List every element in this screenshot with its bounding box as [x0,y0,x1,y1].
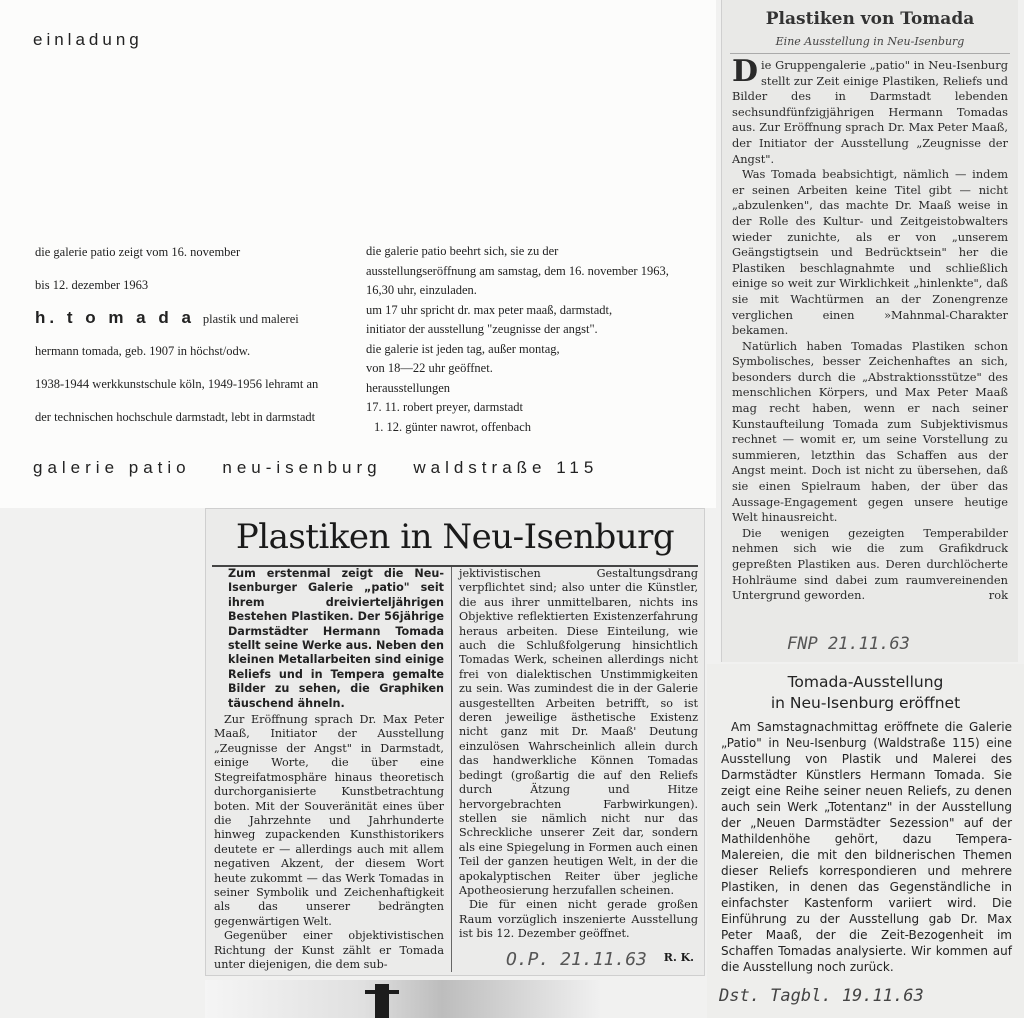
invitation-artist-line [35,308,365,341]
invitation-line: hermann tomada, geb. 1907 in höchst/odw. [35,344,251,358]
clipping-subheadline: Eine Ausstellung in Neu-Isenburg [730,35,1010,54]
invitation-title: einladung [33,30,143,49]
clipping-right-column [452,567,698,972]
invitation-line: bis 12. dezember 1963 [35,278,149,292]
handwritten-source-note: O.P. 21.11.63 [506,949,647,970]
clipping-paragraph [732,526,1008,604]
clipping-paragraph: Was Tomada beabsichtigt, nämlich — indem er seinen Arbeiten keine Titel gibt — nicht „abzulenken", das machte Dr. Maaß weise in der Rolle des Kultur- und Zeitgeistobwalters wieder zunichte, als er von „unserem Geängstigtsein und Bedrücktsein" her die Plastiken beschlagnahmte und schließlich einige so weit zur Wirklichkeit „hinlenkte", daß sie mit Wachtürmen an der Zonengrenze verglichen einen »Mahnmal-Charakter bekamen. [732,167,1008,338]
invitation-line: ausstellungseröffnung am samstag, dem 16. november 1963, [366,263,669,278]
clipping-left-column [214,567,452,972]
invitation-line: die galerie ist jeden tag, außer montag, [366,341,560,356]
sculpture-shape [365,990,399,994]
clipping-paragraph [732,54,1008,167]
newspaper-clipping-op [205,508,705,976]
invitation-line: die galerie patio beehrt sich, sie zu der [366,244,559,258]
invitation-line: um 17 uhr spricht dr. max peter maaß, darmstadt, [366,302,613,317]
clipping-author: R. K. [663,951,694,964]
invitation-line: 1. 12. günter nawrot, offenbach [374,419,532,434]
clipping-paragraph: Am Samstagnachmittag eröffnete die Galerie „Patio" in Neu-Isenburg (Waldstraße 115) eine Ausstellung von Plastik und Malerei des Darmstädter Künstlers Hermann Tomada. Sie zeigt eine Reihe seiner neuen Reliefs, zu denen auch sein Werk „Totentanz" in der Ausstellung der „Neuen Darmstädter Sezession" auf der Mathildenhöhe gehört, dazu Tempera-Malereien, die mit den bildnerischen Themen dieser Reliefs korrespondieren und mehrere Plastiken, in denen das Gegenständliche in einfachster Kastenform variiert wird. Die Einführung zu der Ausstellung gab Dr. Max Peter Maaß, der die Zeit-Bezogenheit im Schaffen Tomadas analysierte. Wir kommen auf die Ausstellung noch zurück. [721,720,1012,974]
gallery-address: waldstraße 115 [413,458,599,477]
invitation-line: 1938-1944 werkkunstschule köln, 1949-1956 lehramt an [35,377,319,391]
paragraph-text: ie Gruppengalerie „patio" in Neu-Isenburg stellt zur Zeit einige Plastiken, Reliefs und Bilder des in Darmstadt lebenden sechsundfünfzigjährigen Hermann Tomadas aus. Zur Eröffnung sprach Dr. Max Peter Maaß, der Initiator der Ausstellung „Zeugnisse der Angst". [732,58,1008,166]
gallery-name: galerie patio [33,458,191,477]
newspaper-clipping-fnp [721,0,1018,662]
clipping-paragraph: Gegenüber einer objektivistischen Richtung der Kunst zählt er Tomada unter diejenigen, die dem sub- [214,929,444,971]
headline-line: Tomada-Ausstellung [787,673,944,691]
clipping-author: rok [988,588,1008,603]
clipping-paragraph: jektivistischen Gestaltungsdrang verpflichtet sind; also unter die Künstler, die aus ihrer unmittelbaren, nichts ins Objektive reflektierten Existenzerfahrung heraus arbeiten. Diese Einteilung, wie auch die Schlußfolgerung hinsichtlich Tomadas Werk, scheinen allerdings nicht frei von dialektischen Unstimmigkeiten zu sein. Was zumindest die in der Galerie ausgestellten Arbeiten betrifft, so ist deren jeweilige ästhetische Existenz nicht ganz mit Dr. Maaß' Deutung einzulösen Wahrscheinlich allein durch das handwerkliche Können Tomadas bedingt (großartig die auf den Reliefs durch Ätzung und Hitze hervorgebrachten Farbwirkungen). stellen sie nämlich nicht nur das Schreckliche unserer Zeit dar, sondern als eine Spiegelung in Formen auch einen Teil der ganzen heutigen Welt, in der die apokalyptischen Reiter über jegliche Apotheosierung herzufallen scheinen. [459,567,698,897]
invitation-line: herausstellungen [366,380,451,395]
drop-cap: D [732,54,759,89]
handwritten-source-note: Dst. Tagbl. 19.11.63 [719,986,924,1006]
clipping-columns [214,567,700,972]
invitation-line: der technischen hochschule darmstadt, lebt in darmstadt [35,410,316,424]
clipping-headline: Plastiken von Tomada [765,9,975,29]
invitation-line: 17. 11. robert preyer, darmstadt [366,400,523,414]
clipping-body [722,54,1018,604]
clipping-paragraph: Die für einen nicht gerade großen Raum vorzüglich inszenierte Ausstellung ist bis 12. Dezember geöffnet. [459,898,698,941]
clipping-body [707,714,1024,975]
headline-line: in Neu-Isenburg eröffnet [770,694,961,712]
clipping-paragraph: Zur Eröffnung sprach Dr. Max Peter Maaß, Initiator der Ausstellung „Zeugnisse der Angst" in Darmstadt, einige Worte, die über eine Stegreifatmosphäre hinaus theoretisch durchorganisierte Kunstbetrachtung boten. Mit der Souveränität eines über die Jahrzehnte und Jahrhunderte hinweg zupackenden Kunsthistorikers deutete er — allerdings auch mit allem negativen Akzent, der diesem Wort heute zukommt — das Werk Tomadas in seiner Symbolik und Zeichenhaftigkeit als das unserer bedrängten gegenwärtigen Welt. [214,713,444,928]
invitation-footer [33,458,620,478]
handwritten-source-note: FNP 21.11.63 [787,634,910,654]
invitation-line: initiator der ausstellung "zeugnisse der angst". [366,322,598,336]
artist-name: h. t o m a d a [35,308,195,327]
invitation-line: 16,30 uhr, einzuladen. [366,283,477,297]
invitation-line: plastik und malerei [202,312,299,326]
newspaper-clipping-tagblatt [707,664,1024,1018]
clipping-paragraph: Natürlich haben Tomadas Plastiken schon Symbolisches, besser Zeichenhaftes an sich, besonders durch die „Abstraktionsstütze" des menschlichen Körpers, und Max Peter Maaß mag recht haben, wenn er nach seiner Kunstaufteilung Tomada zum Subjektivismus rechnet — womit er, um seine Vorstellung zu summieren, letzthin das Schaffen aus der Angst meint. Doch ist nicht zu übersehen, daß sie einen Spielraum haben, der über das Aussage-Engagement gegen unsere heutige Welt hinausreicht. [732,338,1008,525]
invitation-left-column [35,242,365,440]
clipping-headline: Plastiken in Neu-Isenburg [235,517,675,557]
clipping-lead: Zum erstenmal zeigt die Neu-Isenburger Galerie „patio" seit ihrem dreivierteljährigen Bestehen Plastiken. Der 56jährige Darmstädter Hermann Tomada stellt seine Werke aus. Neben den kleinen Metallarbeiten sind einige Reliefs und in Tempera gemalte Bilder zu sehen, die Graphiken täuschend ähneln. [228,567,444,710]
invitation-line: die galerie patio zeigt vom 16. november [35,245,241,259]
invitation-right-column [366,242,716,437]
paragraph-text: Die wenigen gezeigten Temperabilder nehmen sich wie die zum Grafikdruck gepreßten Plastiken aus. Deren durchlöcherte Hohlräume sind dabei zum raumvereinenden Untergrund geworden. [732,525,1008,603]
gallery-city: neu-isenburg [222,458,382,477]
photo-fragment [205,980,600,1018]
invitation-line: von 18—22 uhr geöffnet. [366,361,493,375]
clipping-headline [707,672,1024,714]
invitation-card [0,0,716,508]
